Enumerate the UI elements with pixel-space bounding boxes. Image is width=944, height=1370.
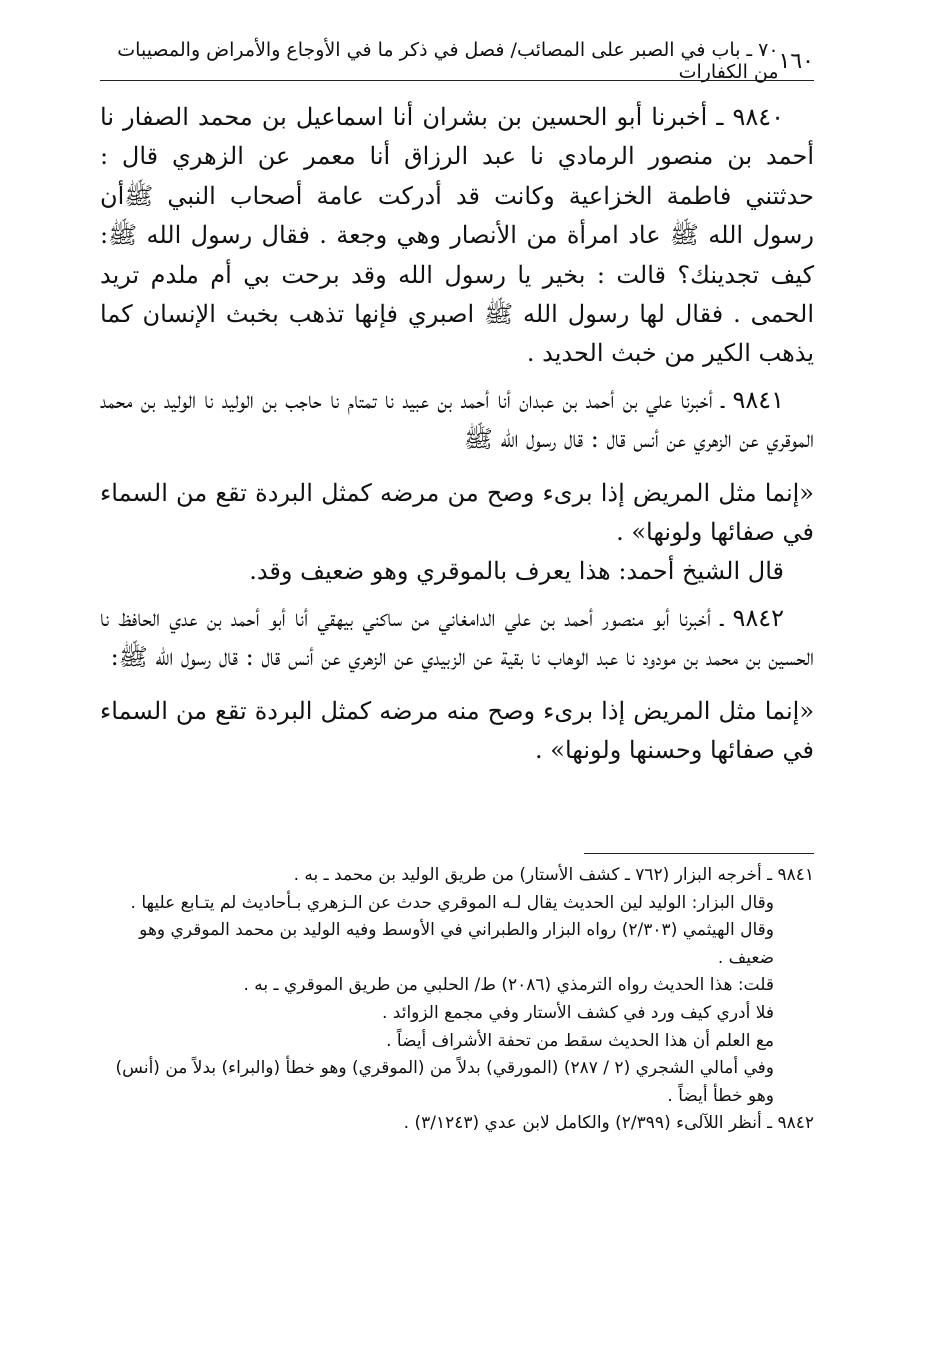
footnote-line: ٩٨٤١ ـ أخرجه البزار (٧٦٢ ـ كشف الأستار) من طريق الوليد بن محمد ـ به . <box>293 865 814 885</box>
running-header <box>100 39 814 83</box>
footnotes <box>100 862 814 1138</box>
footnote-line: وقال البزار: الوليد لين الحديث يقال لـه الموقري حدث عن الـزهري بـأحاديث لم يتـابع عليها . <box>130 892 774 913</box>
header-rule <box>100 80 814 81</box>
running-title: ٧٠ ـ باب في الصبر على المصائب/ فصل في ذكر ما في الأوجاع والأمراض والمصيبات من الكفارات <box>117 39 779 83</box>
footnote-line: وقال الهيثمي (٢/٣٠٣) رواه البزار والطبراني في الأوسط وفيه الوليد بن محمد الموقري وهو ضعيف . <box>139 920 774 968</box>
main-text <box>100 98 814 771</box>
page-number: ١٦٠ <box>778 48 814 74</box>
footnote-line: فلا أدري كيف ورد في كشف الأستار وفي مجمع الزوائد . <box>382 1002 774 1023</box>
quote-9842: «إنما مثل المريض إذا برىء وصح منه مرضه كمثل البردة تقع من السماء في صفائها وحسنها ولونها» . <box>100 696 814 765</box>
hadith-9842: ٩٨٤٢ ـ أخبرنا أبو منصور أحمد بن علي الدامغاني من ساكني بيهقي أنا أبو أحمد بن عدي الحافظ نا الحسين بن محمد بن مودود نا عبد الوهاب نا بقية عن الزبيدي عن الزهري عن أنس قال : قال رسول الله ﷺ: <box>100 603 814 672</box>
quote-9841: «إنما مثل المريض إذا برىء وصح من مرضه كمثل البردة تقع من السماء في صفائها ولونها» . <box>100 478 814 547</box>
sheikh-note: قال الشيخ أحمد: هذا يعرف بالموقري وهو ضعيف وقد. <box>249 557 784 586</box>
hadith-9841: ٩٨٤١ ـ أخبرنا علي بن أحمد بن عبدان أنا أحمد بن عبيد نا تمتام نا حاجب بن الوليد نا الوليد بن محمد الموقري عن الزهري عن أنس قال : قال رسول الله ﷺ <box>100 385 814 454</box>
footnote-rule <box>584 853 814 854</box>
footnote-line: وفي أمالي الشجري (٢ / ٢٨٧) (المورقي) بدلاً من (الموقري) وهو خطأ (والبراء) بدلاً من (أنس) وهو خطأ أيضاً . <box>115 1058 774 1106</box>
hadith-9840: ٩٨٤٠ ـ أخبرنا أبو الحسين بن بشران أنا اسماعيل بن محمد الصفار نا أحمد بن منصور الرمادي نا عبد الرزاق أنا معمر عن الزهري قال : حدثتني فاطمة الخزاعية وكانت قد أدركت عامة أصحاب النبي ﷺأن رسول الله ﷺ عاد امرأة من الأنصار وهي وجعة . فقال رسول الله ﷺ: كيف تجدينك؟ قالت : بخير يا رسول الله وقد برحت بي أم ملدم تريد الحمى . فقال لها رسول الله ﷺ اصبري فإنها تذهب بخبث الإنسان كما يذهب الكير من خبث الحديد . <box>100 103 814 368</box>
footnote-line: ٩٨٤٢ ـ أنظر اللآلىء (٢/٣٩٩) والكامل لابن عدي (٣/١٢٤٣) . <box>403 1113 814 1134</box>
footnote-line: مع العلم أن هذا الحديث سقط من تحفة الأشراف أيضاً . <box>386 1030 774 1051</box>
footnote-line: قلت: هذا الحديث رواه الترمذي (٢٠٨٦) ط/ الحلبي من طريق الموقري ـ به . <box>243 975 774 996</box>
